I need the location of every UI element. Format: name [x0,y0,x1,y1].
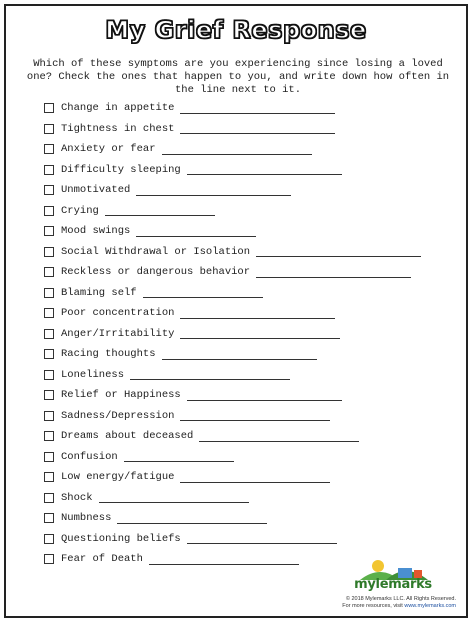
checklist-item [44,488,421,509]
checklist-item-label: Low energy/fatigue [61,471,175,484]
checklist-item [44,201,421,222]
checkbox[interactable] [44,103,54,113]
copyright-text: © 2018 Mylemarks LLC. All Rights Reserved. [345,596,456,602]
frequency-line[interactable] [136,195,291,196]
checklist-item-label: Change in appetite [61,102,175,115]
frequency-line[interactable] [105,215,215,216]
checklist-item [44,160,421,181]
frequency-line[interactable] [143,297,263,298]
checkbox[interactable] [44,431,54,441]
frequency-line[interactable] [162,359,317,360]
frequency-line[interactable] [180,133,335,134]
checklist-item-label: Fear of Death [61,553,143,566]
checkbox[interactable] [44,411,54,421]
checkbox[interactable] [44,165,54,175]
checkbox[interactable] [44,390,54,400]
frequency-line[interactable] [199,441,359,442]
frequency-line[interactable] [180,482,330,483]
checklist-item-label: Anxiety or fear [61,143,156,156]
checklist-item [44,467,421,488]
checkbox[interactable] [44,493,54,503]
checklist-item [44,324,421,345]
checklist-item [44,344,421,365]
checklist-item [44,529,421,550]
checklist-item-label: Poor concentration [61,307,175,320]
checkbox[interactable] [44,452,54,462]
checklist-item [44,221,421,242]
checklist-item-label: Relief or Happiness [61,389,181,402]
page-title: My Grief Response [105,16,367,44]
checkbox[interactable] [44,247,54,257]
worksheet-page [4,4,468,618]
frequency-line[interactable] [162,154,312,155]
checklist-item-label: Racing thoughts [61,348,156,361]
checkbox[interactable] [44,185,54,195]
checkbox[interactable] [44,267,54,277]
resources-link[interactable]: www.mylemarks.com [404,603,456,609]
checklist-item-label: Difficulty sleeping [61,163,181,176]
frequency-line[interactable] [187,174,342,175]
resources-prefix: For more resources, visit [342,603,403,609]
checkbox[interactable] [44,554,54,564]
checkbox[interactable] [44,206,54,216]
checklist-item-label: Mood swings [61,225,131,238]
frequency-line[interactable] [117,523,267,524]
checklist-item [44,283,421,304]
frequency-line[interactable] [124,461,234,462]
logo-wordmark: mylemarks [354,577,432,592]
checklist-item [44,242,421,263]
checklist-item [44,508,421,529]
footer [256,596,456,610]
checklist-item-label: Social Withdrawal or Isolation [61,245,251,258]
checkbox[interactable] [44,513,54,523]
checkbox[interactable] [44,288,54,298]
checklist-item [44,98,421,119]
frequency-line[interactable] [180,420,330,421]
instructions: Which of these symptoms are you experiencing since losing a loved one? Check the ones that happen to you, and write down how often in the line next to it. [26,58,450,96]
checklist-item-label: Reckless or dangerous behavior [61,266,251,279]
checklist-item-label: Confusion [61,450,118,463]
frequency-line[interactable] [180,318,335,319]
checklist-item [44,139,421,160]
checklist-item-label: Blaming self [61,286,137,299]
checklist-item [44,180,421,201]
checkbox[interactable] [44,472,54,482]
frequency-line[interactable] [149,564,299,565]
checkbox[interactable] [44,308,54,318]
checkbox[interactable] [44,329,54,339]
frequency-line[interactable] [187,400,342,401]
checkbox[interactable] [44,370,54,380]
checklist-item-label: Crying [61,204,99,217]
checklist-item-label: Loneliness [61,368,125,381]
checklist-item [44,119,421,140]
checklist-item [44,303,421,324]
checklist-item [44,406,421,427]
checklist-item [44,447,421,468]
resources-line [256,603,456,610]
checkbox[interactable] [44,534,54,544]
frequency-line[interactable] [256,256,421,257]
checklist-item-label: Sadness/Depression [61,409,175,422]
checklist-item-label: Numbness [61,512,112,525]
checklist-item-label: Unmotivated [61,184,131,197]
checklist-item-label: Shock [61,491,93,504]
frequency-line[interactable] [136,236,256,237]
checkbox[interactable] [44,124,54,134]
checklist-item-label: Anger/Irritability [61,327,175,340]
checklist-item-label: Tightness in chest [61,122,175,135]
checklist-item [44,426,421,447]
checklist-item [44,385,421,406]
frequency-line[interactable] [256,277,411,278]
frequency-line[interactable] [180,338,340,339]
checklist-item-label: Questioning beliefs [61,532,181,545]
checkbox[interactable] [44,349,54,359]
mylemarks-logo [350,558,436,592]
frequency-line[interactable] [130,379,290,380]
frequency-line[interactable] [187,543,337,544]
frequency-line[interactable] [180,113,335,114]
frequency-line[interactable] [99,502,249,503]
checkbox[interactable] [44,144,54,154]
checkbox[interactable] [44,226,54,236]
symptom-checklist [44,98,421,570]
checklist-item-label: Dreams about deceased [61,430,194,443]
checklist-item [44,365,421,386]
checklist-item [44,262,421,283]
